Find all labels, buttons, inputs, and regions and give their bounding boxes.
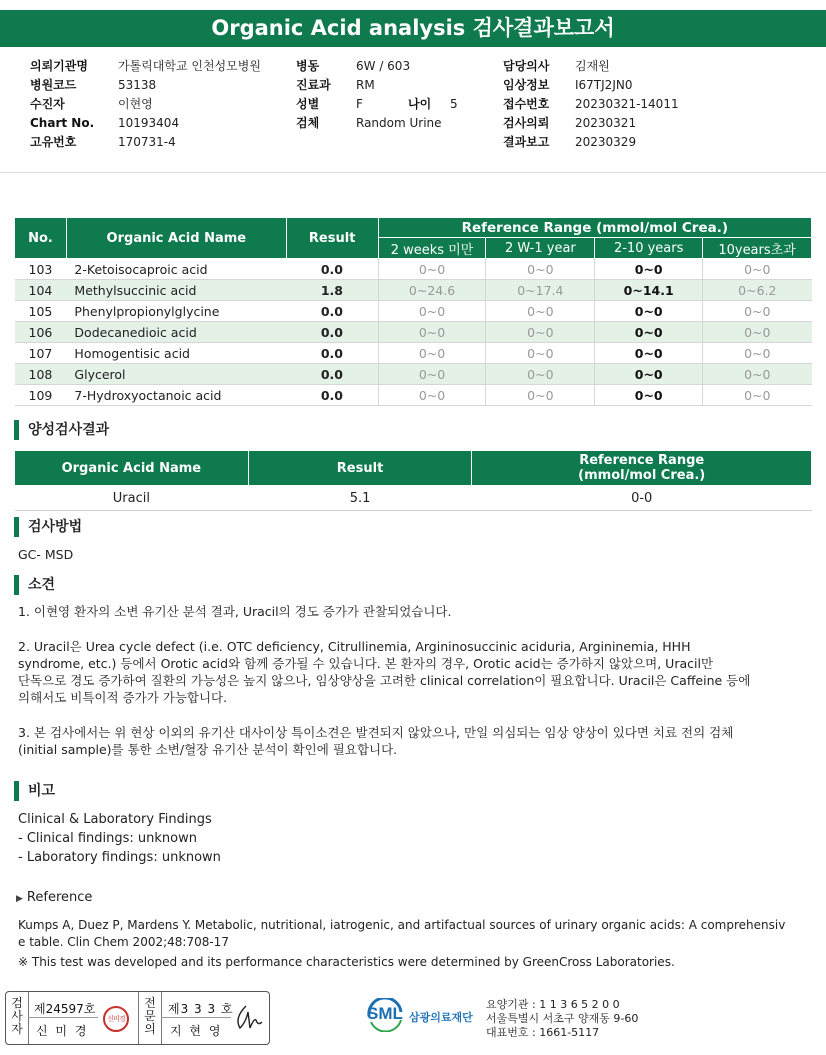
value-patient: 이현영 — [118, 97, 153, 111]
cell-no: 108 — [15, 364, 67, 385]
value-hospital-code: 53138 — [118, 78, 157, 92]
cell-ref: 0~0 — [595, 364, 703, 385]
divider — [28, 1017, 98, 1018]
cell-no: 107 — [15, 343, 67, 364]
section-positive-title: 양성검사결과 — [14, 420, 109, 440]
cell-result: 0.0 — [286, 343, 378, 364]
cell-name: 7-Hydroxyoctanoic acid — [66, 385, 286, 406]
cell-ref: 0~0 — [595, 322, 703, 343]
examiner-name: 신 미 경 — [36, 1024, 89, 1038]
cell-no: 104 — [15, 280, 67, 301]
findings-p2-line: 2. Uracil은 Urea cycle defect (i.e. OTC deficiency, Citrullinemia, Argininosuccinic aciduria, Argininemia, HHH — [18, 639, 691, 654]
divider — [161, 992, 162, 1044]
value-ward: 6W / 603 — [356, 59, 411, 73]
section-remarks-title: 비고 — [14, 781, 55, 801]
label-sex: 성별 — [296, 97, 320, 111]
table-row — [15, 280, 812, 301]
section-method-title: 검사방법 — [14, 517, 82, 537]
cell-name: Glycerol — [66, 364, 286, 385]
value-report-date: 20230329 — [575, 135, 637, 149]
findings-p1: 1. 이현영 환자의 소변 유기산 분석 결과, Uracil의 경도 증가가 관찰되었습니다. — [18, 604, 452, 619]
label-ward: 병동 — [296, 59, 320, 73]
org-info — [486, 998, 638, 1040]
label-clinical-info: 임상정보 — [503, 78, 550, 92]
findings-p3 — [18, 724, 808, 758]
findings-p2 — [18, 638, 808, 706]
section-findings-title: 소견 — [14, 575, 55, 595]
cell-name: Dodecanedioic acid — [66, 322, 286, 343]
cell-result: 0.0 — [286, 301, 378, 322]
cell-ref: 0~0 — [378, 259, 486, 280]
value-age: 5 — [450, 97, 458, 111]
pos-cell-ref: 0-0 — [472, 486, 812, 511]
cell-result: 0.0 — [286, 259, 378, 280]
pos-cell-name: Uracil — [15, 486, 249, 511]
specialist-license: 제3 3 3 호 — [168, 1002, 234, 1016]
table-row — [15, 364, 812, 385]
pos-header-ref-line1: Reference Range — [579, 453, 705, 468]
table-row — [15, 385, 812, 406]
cell-result: 1.8 — [286, 280, 378, 301]
header-reference-range: Reference Range (mmol/mol Crea.) — [378, 218, 811, 238]
examiner-label: 검 사 자 — [11, 996, 23, 1036]
pos-cell-result: 5.1 — [248, 486, 472, 511]
test-note: ※ This test was developed and its performance characteristics were determined by GreenCross Laboratories. — [18, 955, 675, 969]
value-clinical-info: I67TJ2JN0 — [575, 78, 633, 92]
cell-result: 0.0 — [286, 322, 378, 343]
cell-no: 109 — [15, 385, 67, 406]
value-sex: F — [356, 97, 363, 111]
label-hospital-code: 병원코드 — [30, 78, 77, 92]
cell-result: 0.0 — [286, 364, 378, 385]
findings-p2-line: 단독으로 경도 증가하여 질환의 가능성은 높지 않으나, 임상양상을 고려한 clinical correlation이 필요합니다. Uracil은 Caffeine 등에 — [18, 673, 751, 688]
reference-citation — [18, 917, 818, 951]
reference-line: e table. Clin Chem 2002;48:708-17 — [18, 935, 229, 949]
header-result: Result — [286, 218, 378, 259]
label-report-date: 결과보고 — [503, 135, 550, 149]
cell-ref: 0~0 — [703, 364, 812, 385]
cell-name: Phenylpropionylglycine — [66, 301, 286, 322]
label-doctor: 담당의사 — [503, 59, 550, 73]
cell-ref: 0~0 — [703, 385, 812, 406]
cell-ref: 0~0 — [486, 301, 595, 322]
label-unique-no: 고유번호 — [30, 135, 77, 149]
specialist-label: 전 문 의 — [144, 996, 156, 1036]
org-name: 삼광의료재단 — [409, 1011, 473, 1024]
signature-box — [5, 991, 270, 1045]
positive-result-table — [14, 450, 812, 511]
divider — [0, 172, 826, 173]
remarks-line: - Clinical findings: unknown — [18, 831, 197, 846]
remarks-line: - Laboratory findings: unknown — [18, 850, 221, 865]
method-text: GC- MSD — [18, 547, 74, 562]
pos-header-name: Organic Acid Name — [15, 451, 249, 486]
value-requester: 가톨릭대학교 인천성모병원 — [118, 59, 261, 73]
value-department: RM — [356, 78, 375, 92]
specialist-name: 지 현 영 — [170, 1024, 223, 1038]
cell-ref: 0~14.1 — [595, 280, 703, 301]
patient-info-panel — [0, 57, 826, 152]
cell-ref: 0~0 — [595, 301, 703, 322]
cell-name: Methylsuccinic acid — [66, 280, 286, 301]
label-receipt-no: 접수번호 — [503, 97, 550, 111]
header-ref-2weeks: 2 weeks 미만 — [378, 238, 486, 259]
cell-ref: 0~0 — [486, 385, 595, 406]
reference-label — [16, 890, 92, 905]
remarks-line: Clinical & Laboratory Findings — [18, 812, 212, 827]
cell-ref: 0~17.4 — [486, 280, 595, 301]
value-chart-no: 10193404 — [118, 116, 180, 130]
cell-ref: 0~0 — [378, 301, 486, 322]
patient-info-col3 — [503, 57, 703, 152]
divider — [28, 992, 29, 1044]
cell-result: 0.0 — [286, 385, 378, 406]
header-ref-10y: 10years초과 — [703, 238, 812, 259]
organic-acid-table — [14, 217, 812, 406]
value-receipt-no: 20230321-14011 — [575, 97, 679, 111]
cell-ref: 0~0 — [486, 364, 595, 385]
table-row — [15, 301, 812, 322]
org-address: 서울특별시 서초구 양재동 9-60 — [486, 1012, 639, 1025]
cell-ref: 0~0 — [378, 322, 486, 343]
cell-name: Homogentisic acid — [66, 343, 286, 364]
report-title: Organic Acid analysis 검사결과보고서 — [0, 10, 826, 47]
label-chart-no: Chart No. — [30, 116, 95, 130]
cell-ref: 0~0 — [703, 259, 812, 280]
header-acid-name: Organic Acid Name — [66, 218, 286, 259]
value-doctor: 김재원 — [575, 59, 610, 73]
value-specimen: Random Urine — [356, 116, 442, 130]
label-specimen: 검체 — [296, 116, 320, 130]
cell-ref: 0~0 — [595, 343, 703, 364]
reference-line: Kumps A, Duez P, Mardens Y. Metabolic, nutritional, iatrogenic, and artifactual sources of urinary organic acids: A comprehensiv — [18, 918, 786, 932]
divider — [161, 1017, 231, 1018]
cell-no: 105 — [15, 301, 67, 322]
cell-ref: 0~0 — [486, 343, 595, 364]
seal-stamp: 신미경 — [103, 1006, 129, 1032]
cell-ref: 0~0 — [703, 322, 812, 343]
header-ref-2-10y: 2-10 years — [595, 238, 703, 259]
examiner-license: 제24597호 — [34, 1002, 96, 1016]
cell-no: 103 — [15, 259, 67, 280]
cell-ref: 0~0 — [486, 259, 595, 280]
table-row — [15, 322, 812, 343]
header-no: No. — [15, 218, 67, 259]
patient-info-col2 — [296, 57, 486, 133]
sml-text: SML — [367, 1004, 403, 1023]
findings-p2-line: syndrome, etc.) 등에서 Orotic acid와 함께 증가될 수 있습니다. 본 환자의 경우, Orotic acid는 증가하지 않았으며, Uracil만 — [18, 656, 714, 671]
label-requester: 의뢰기관명 — [30, 59, 88, 73]
label-department: 진료과 — [296, 78, 331, 92]
cell-ref: 0~0 — [703, 301, 812, 322]
label-request-date: 검사의뢰 — [503, 116, 550, 130]
findings-p3-line: (initial sample)를 통한 소변/혈장 유기산 분석이 확인에 필요합니다. — [18, 742, 398, 757]
cell-ref: 0~0 — [595, 385, 703, 406]
cell-ref: 0~0 — [595, 259, 703, 280]
label-age: 나이 — [408, 97, 432, 111]
cell-ref: 0~0 — [378, 385, 486, 406]
divider — [138, 992, 139, 1044]
value-unique-no: 170731-4 — [118, 135, 176, 149]
table-row — [15, 343, 812, 364]
triangle-right-icon: ▶ — [16, 894, 23, 904]
reference-label-text: Reference — [26, 890, 93, 905]
label-patient: 수진자 — [30, 97, 65, 111]
signature-icon — [232, 1002, 264, 1034]
patient-info-col1 — [30, 57, 280, 152]
sml-logo — [365, 998, 483, 1036]
cell-ref: 0~0 — [378, 343, 486, 364]
cell-no: 106 — [15, 322, 67, 343]
pos-header-ref-line2: (mmol/mol Crea.) — [578, 468, 706, 483]
pos-header-result: Result — [248, 451, 472, 486]
table-row — [15, 259, 812, 280]
cell-ref: 0~24.6 — [378, 280, 486, 301]
org-tel: 대표번호 : 1661-5117 — [486, 1026, 600, 1039]
header-ref-2w-1y: 2 W-1 year — [486, 238, 595, 259]
findings-p2-line: 의해서도 비특이적 증가가 가능합니다. — [18, 690, 228, 705]
org-code: 요양기관 : 1 1 3 6 5 2 0 0 — [486, 998, 620, 1011]
pos-header-ref — [472, 451, 812, 486]
value-request-date: 20230321 — [575, 116, 637, 130]
remarks-block — [18, 810, 221, 867]
cell-ref: 0~6.2 — [703, 280, 812, 301]
findings-p3-line: 3. 본 검사에서는 위 현상 이외의 유기산 대사이상 특이소견은 발견되지 않았으나, 만일 의심되는 임상 양상이 있다면 치료 전의 검체 — [18, 725, 734, 740]
cell-ref: 0~0 — [703, 343, 812, 364]
cell-ref: 0~0 — [378, 364, 486, 385]
cell-name: 2-Ketoisocaproic acid — [66, 259, 286, 280]
cell-ref: 0~0 — [486, 322, 595, 343]
table-row — [15, 486, 812, 511]
